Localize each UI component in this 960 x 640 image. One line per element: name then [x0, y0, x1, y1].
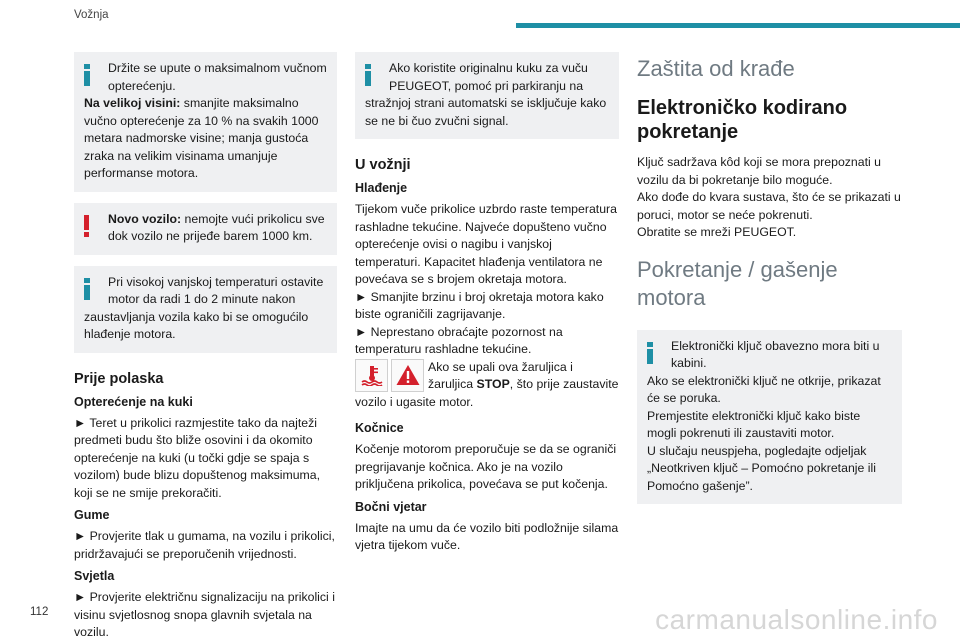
- info-text: smanjite maksimalno vučno opterećenje za 10 % na svakih 1000 metara nadmorske visine; manja gustoća zraka na velikim visinama umanjuje performanse motora.: [84, 96, 319, 180]
- coolant-temperature-icon: [355, 359, 388, 392]
- section-title: Prije polaska: [74, 370, 164, 387]
- info-text: Elektronički ključ obavezno mora biti u kabini.: [671, 338, 880, 370]
- paragraph: Tijekom vuče prikolice uzbrdo raste temperatura rashladne tekućine. Najveće dopušteno vučno opterećenje ovisi o nagibu i vanjskoj temperaturi. Kapacitet hlađenja ventilatora ne povećava se s brojem okretaja motora.: [355, 202, 617, 286]
- paragraph: ► Provjerite tlak u gumama, na vozilu i prikolici, pridržavajući se preporučenih vrijednosti.: [74, 529, 335, 561]
- paragraph: Obratite se mreži PEUGEOT.: [637, 225, 797, 239]
- column-3: [637, 52, 902, 515]
- info-icon: [84, 64, 90, 86]
- chapter-title: Pokretanje / gašenje motora: [637, 256, 838, 310]
- paragraph: Ključ sadržava kôd koji se mora prepoznati u vozilu da bi pokretanje bilo moguće.: [637, 155, 882, 187]
- stop-label: STOP: [476, 377, 510, 391]
- paragraph: ► Teret u prikolici razmjestite tako da najteži predmeti budu što bliže osovini i da okomito opterećenje na kuki (u točki gdje se spaja s vozilom) bude blizu dopuštenog maksimuma, koji se ne smije prekoračiti.: [74, 415, 321, 500]
- info-text: stražnjoj strani automatski se isključuje kako se ne bi čuo zvučni signal.: [365, 96, 607, 128]
- info-text: zaustavljanja vozila kako bi se omogućilo hlađenje motora.: [84, 309, 309, 341]
- paragraph: [355, 359, 619, 412]
- paragraph: ► Smanjite brzinu i broj okretaja motora kako biste ograničili zagrijavanje.: [355, 289, 604, 321]
- subheading: Svjetla: [74, 569, 115, 583]
- info-text: Ako se elektronički ključ ne otkrije, prikazat će se poruka.: [647, 373, 881, 405]
- section-title: U vožnji: [355, 157, 411, 173]
- warning-box: [74, 203, 337, 255]
- subheading: Bočni vjetar: [355, 499, 427, 514]
- warning-label: Novo vozilo:: [108, 211, 182, 226]
- info-icon: [365, 64, 371, 86]
- info-text: Pri visokoj vanjskoj temperaturi ostavite motor da radi 1 do 2 minute nakon: [108, 274, 324, 306]
- info-box: [74, 266, 337, 353]
- subheading: Hlađenje: [355, 181, 408, 195]
- info-icon: [84, 278, 90, 300]
- column-2: [355, 52, 619, 561]
- warning-triangle-icon: [391, 359, 424, 392]
- warning-text: nemojte vući prikolicu sve dok vozilo ne prijeđe barem 1000 km.: [108, 211, 325, 243]
- info-icon: [647, 342, 653, 364]
- info-text: U slučaju neuspjeha, pogledajte odjeljak „Neotkriven ključ – Pomoćno pokretanje ili Pomoćno gašenje”.: [647, 443, 876, 493]
- info-box: [355, 52, 619, 139]
- info-text: Premjestite elektronički ključ kako biste mogli pokrenuti ili zaustaviti motor.: [647, 408, 861, 440]
- subheading: Gume: [74, 508, 110, 522]
- paragraph-text: , što prije zaustavite vozilo i ugasite motor.: [355, 377, 619, 409]
- chapter-title: Zaštita od krađe: [637, 56, 795, 81]
- subheading: Opterećenje na kuki: [74, 394, 193, 409]
- running-header: Vožnja: [74, 9, 109, 21]
- page-number: 112: [30, 606, 49, 618]
- paragraph: Imajte na umu da će vozilo biti podložnije silama vjetra tijekom vuče.: [355, 520, 619, 552]
- info-box: [74, 52, 337, 192]
- paragraph: ► Provjerite električnu signalizaciju na prikolici i visinu svjetlosnog snopa glavnih svjetala na vozilu.: [74, 590, 335, 639]
- paragraph-text: Ako se upali ova žaruljica i žaruljica: [428, 359, 573, 391]
- info-text: Ako koristite originalnu kuku za vuču PEUGEOT, pomoć pri parkiranju na: [389, 61, 588, 93]
- paragraph: ► Neprestano obraćajte pozornost na temperaturu rashladne tekućine.: [355, 324, 563, 356]
- header-accent-bar: [516, 23, 960, 28]
- watermark: carmanualsonline.info: [655, 604, 938, 635]
- info-text: Držite se upute o maksimalnom vučnom opterećenju.: [108, 61, 327, 93]
- warning-icon: [84, 215, 90, 237]
- section-title: Elektroničko kodirano pokretanje: [637, 97, 848, 143]
- column-1: [74, 52, 337, 640]
- info-box: [637, 330, 902, 505]
- paragraph: Ako dođe do kvara sustava, što će se prikazati u poruci, motor se neće pokrenuti.: [637, 190, 901, 222]
- subheading: Kočnice: [355, 421, 404, 435]
- info-label: Na velikoj visini:: [84, 96, 181, 110]
- paragraph: Kočenje motorom preporučuje se da se ograniči pregrijavanje kočnica. Ako je na vozilo priključena prikolica, povećava se put kočenja.: [355, 442, 617, 491]
